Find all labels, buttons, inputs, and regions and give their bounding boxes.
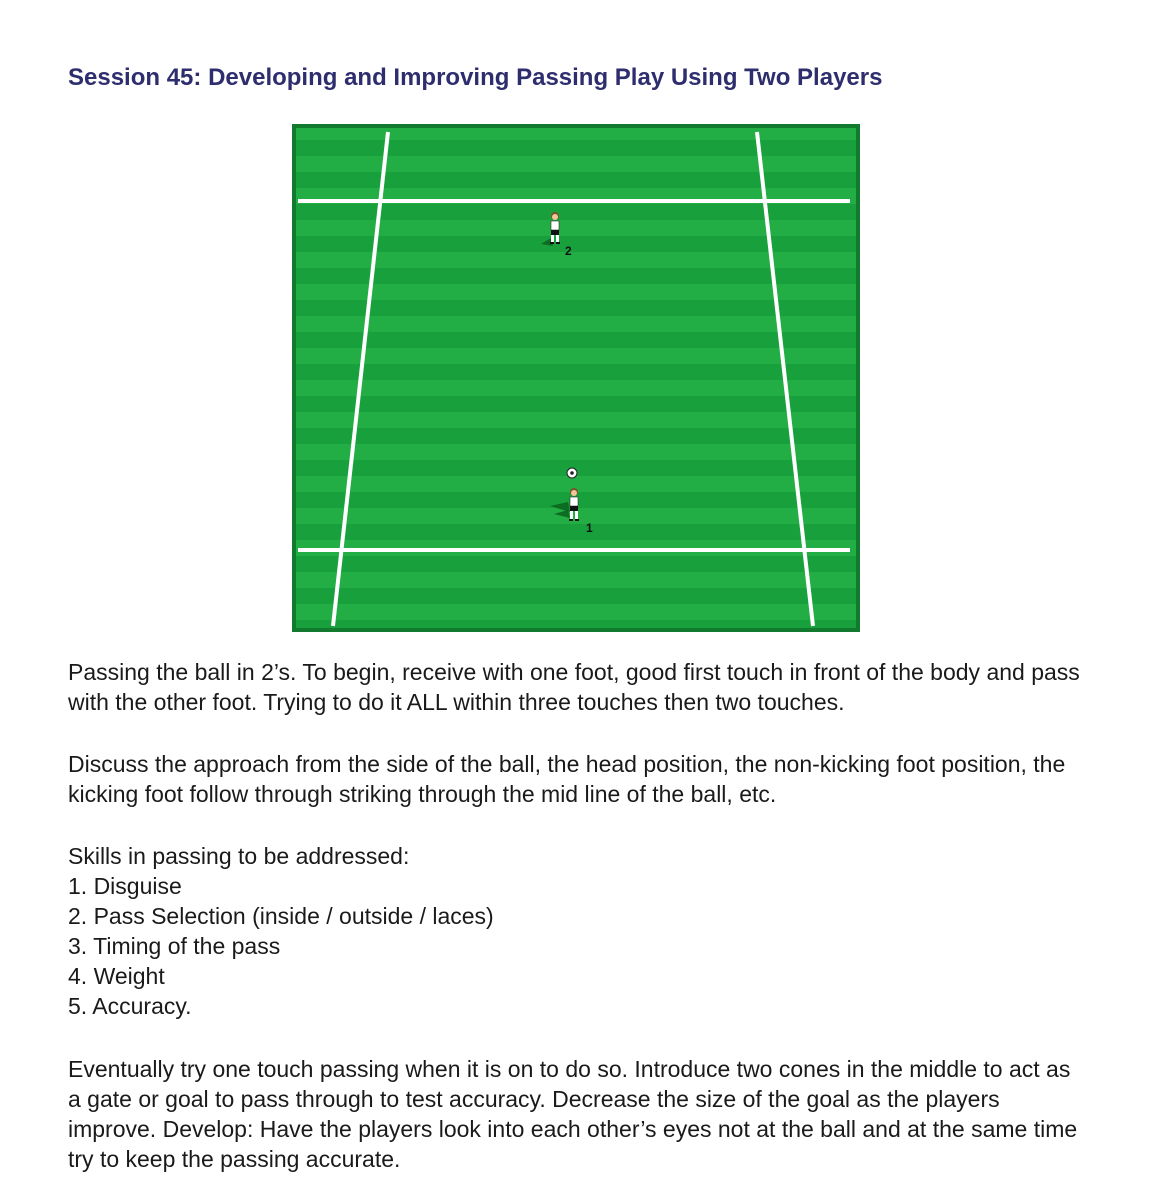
pitch-diagram [292, 124, 860, 632]
skills-list-item: 4. Weight [68, 963, 165, 989]
ball-icon [567, 468, 577, 478]
skills-list-item: 2. Pass Selection (inside / outside / laces) [68, 903, 494, 929]
skills-heading: Skills in passing to be addressed: [68, 843, 410, 869]
skills-section [68, 841, 1088, 1021]
player-1-number: 1 [586, 521, 593, 535]
skills-list-item: 1. Disguise [68, 873, 182, 899]
discussion-paragraph: Discuss the approach from the side of the ball, the head position, the non-kicking foot position, the kicking foot follow through striking through the mid line of the ball, etc. [68, 751, 1066, 807]
development-paragraph: Eventually try one touch passing when it is on to do so. Introduce two cones in the middle to act as a gate or goal to pass through to test accuracy. Decrease the size of the goal as the players improve. Develop: Have the players look into each other’s eyes not at the ball and at the same time try to keep the passing accurate. [68, 1056, 1078, 1172]
player-2-number: 2 [565, 244, 572, 258]
session-title: Session 45: Developing and Improving Passing Play Using Two Players [68, 64, 883, 91]
skills-list [68, 871, 1088, 1021]
intro-paragraph: Passing the ball in 2’s. To begin, receive with one foot, good first touch in front of the body and pass with the other foot. Trying to do it ALL within three touches then two touches. [68, 659, 1080, 715]
skills-list-item: 3. Timing of the pass [68, 933, 281, 959]
skills-list-item: 5. Accuracy. [68, 993, 192, 1019]
